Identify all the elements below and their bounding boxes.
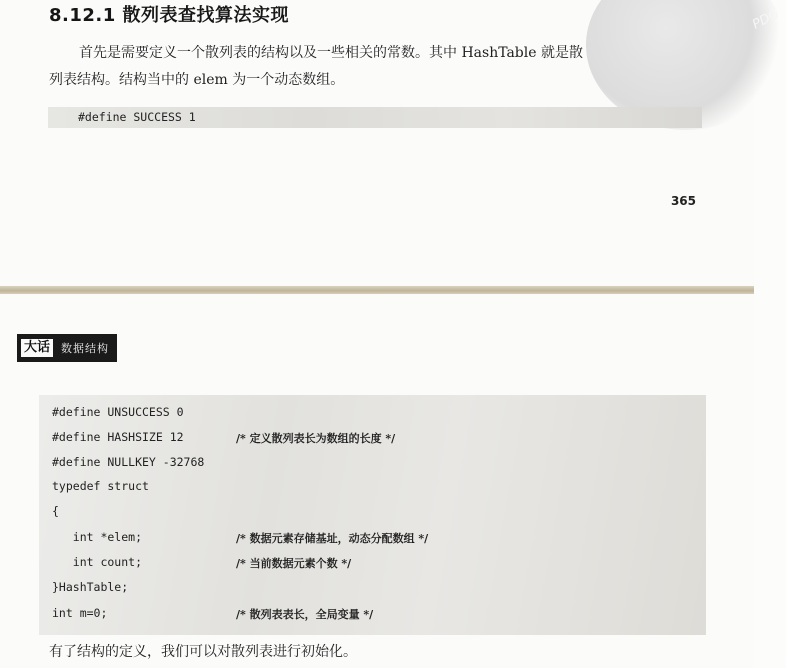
code-text: #define UNSUCCESS 0	[52, 405, 184, 419]
closing-paragraph: 有了结构的定义，我们可以对散列表进行初始化。	[49, 644, 357, 660]
code-text: int count;	[52, 555, 143, 569]
page-divider	[0, 286, 754, 294]
section-title: 8.12.1 散列表查找算法实现	[49, 5, 290, 26]
code-comment: /* 散列表表长，全局变量 */	[236, 608, 374, 621]
code-block	[39, 395, 706, 635]
code-text: typedef struct	[52, 479, 149, 493]
paragraph-line-1: 首先是需要定义一个散列表的结构以及一些相关的常数。其中 HashTable 就是散	[79, 45, 583, 61]
code-comment: /* 定义散列表长为数组的长度 */	[236, 432, 396, 445]
book-header	[17, 334, 117, 362]
book-subtitle: 数据结构	[61, 342, 110, 355]
code-text: {	[52, 504, 59, 518]
paragraph-line-2: 列表结构。结构当中的 elem 为一个动态数组。	[49, 72, 345, 88]
code-text: #define HASHSIZE 12	[52, 430, 184, 444]
bottom-page	[0, 294, 754, 668]
code-comment: /* 当前数据元素个数 */	[236, 557, 352, 570]
top-page	[0, 0, 782, 286]
book-logo: 大话	[21, 339, 53, 357]
code-comment: /* 数据元素存储基址，动态分配数组 */	[236, 532, 429, 545]
watermark-text: PDG	[750, 6, 782, 33]
code-snippet-top	[48, 107, 702, 128]
code-text: }HashTable;	[52, 580, 129, 594]
code-line: #define SUCCESS 1	[78, 110, 196, 124]
intro-paragraph	[49, 40, 711, 94]
code-text: #define NULLKEY -32768	[52, 455, 205, 469]
code-text: int *elem;	[52, 530, 143, 544]
page-number: 365	[670, 194, 696, 208]
code-text: int m=0;	[52, 606, 108, 620]
